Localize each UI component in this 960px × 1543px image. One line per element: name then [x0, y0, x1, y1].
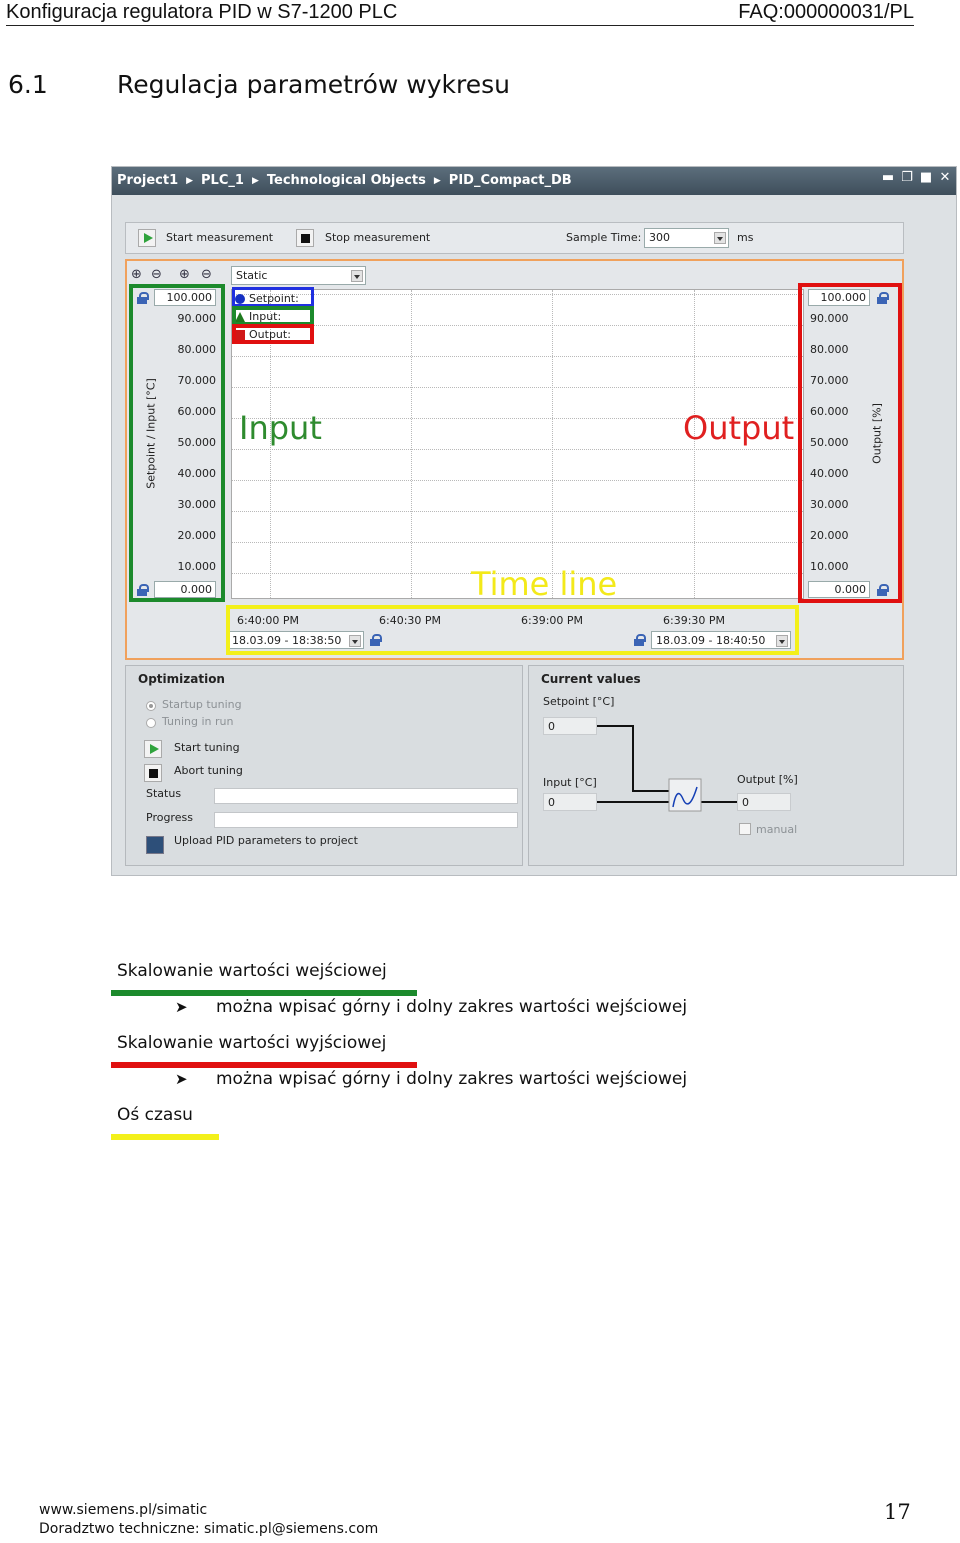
tuning-in-run-label: Tuning in run [162, 715, 234, 728]
left-axis-tick: 30.000 [177, 498, 216, 511]
output-label: Output [%] [737, 773, 798, 786]
start-measurement-button[interactable] [138, 229, 156, 247]
section-number: 6.1 [8, 70, 48, 99]
time-tick: 6:39:00 PM [521, 614, 584, 627]
right-axis-tick: 20.000 [810, 529, 849, 542]
legend-setpoint-label: Setpoint: [249, 292, 299, 305]
right-axis-tick: 70.000 [810, 374, 849, 387]
breadcrumb-technological-objects[interactable]: Technological Objects [266, 173, 426, 188]
maximize-icon[interactable]: ■ [919, 170, 933, 185]
left-axis-label: Setpoint / Input [°C] [144, 378, 158, 489]
time-axis-heading: Oś czasu [117, 1105, 193, 1125]
time-tick: 6:40:30 PM [379, 614, 442, 627]
time-tick: 6:39:30 PM [663, 614, 726, 627]
window-controls [881, 171, 952, 185]
setpoint-label: Setpoint [°C] [543, 695, 615, 708]
right-axis-tick: 90.000 [810, 312, 849, 325]
minimize-icon[interactable]: ▬ [881, 170, 895, 185]
page-number: 17 [884, 1500, 911, 1524]
grid-line [232, 449, 803, 450]
sample-time-label: Sample Time: [566, 231, 642, 244]
input-scale-max-field[interactable]: 100.000 [154, 289, 216, 306]
document-header [6, 0, 914, 26]
input-scaling-note: można wpisać górny i dolny zakres wartości wejściowej [216, 997, 688, 1017]
manual-label: manual [756, 823, 798, 836]
right-axis-tick: 30.000 [810, 498, 849, 511]
right-axis-tick: 80.000 [810, 343, 849, 356]
timeline-highlight-box [226, 605, 799, 655]
time-end-value: 18.03.09 - 18:40:50 [656, 634, 766, 647]
progress-label: Progress [146, 811, 193, 824]
arrow-bullet-icon: ➤ [175, 998, 188, 1016]
restore-icon[interactable]: ❐ [901, 170, 913, 185]
startup-tuning-label: Startup tuning [162, 698, 242, 711]
current-values-title: Current values [541, 672, 641, 686]
input-scale-min-field[interactable]: 0.000 [154, 581, 216, 598]
grid-line [232, 387, 803, 388]
grid-line [232, 542, 803, 543]
breadcrumb-pid-compact-db[interactable]: PID_Compact_DB [448, 173, 572, 188]
section-title: Regulacja parametrów wykresu [117, 70, 511, 99]
breadcrumb-plc[interactable]: PLC_1 [201, 173, 244, 188]
trend-mode-value: Static [236, 269, 268, 282]
output-annotation: Output [683, 409, 795, 447]
left-axis-tick: 80.000 [177, 343, 216, 356]
grid-line [232, 356, 803, 357]
right-axis-tick: 40.000 [810, 467, 849, 480]
status-label: Status [146, 787, 182, 800]
time-tick: 6:40:00 PM [237, 614, 300, 627]
left-axis-tick: 90.000 [177, 312, 216, 325]
left-axis-tick: 70.000 [177, 374, 216, 387]
setpoint-connector [597, 726, 669, 791]
optimization-panel [125, 665, 523, 866]
output-scale-highlight-box [798, 283, 902, 603]
left-axis-tick: 50.000 [177, 436, 216, 449]
sample-time-select[interactable] [644, 228, 729, 248]
editor-titlebar [112, 167, 956, 195]
manual-checkbox[interactable] [739, 823, 751, 835]
sample-time-value: 300 [649, 231, 670, 244]
left-axis-tick: 20.000 [177, 529, 216, 542]
optimization-title: Optimization [138, 672, 225, 686]
grid-line [411, 290, 412, 598]
chevron-right-icon: ▶ [433, 175, 441, 186]
status-field [214, 788, 518, 804]
legend-output-label: Output: [249, 328, 291, 341]
arrow-bullet-icon: ➤ [175, 1070, 188, 1088]
trend-view [125, 259, 904, 660]
time-start-value: 18.03.09 - 18:38:50 [232, 634, 342, 647]
input-scaling-heading: Skalowanie wartości wejściowej [117, 961, 387, 981]
chevron-down-icon[interactable] [714, 232, 726, 244]
red-underline [111, 1062, 417, 1068]
progress-field [214, 812, 518, 828]
abort-tuning-button[interactable] [144, 764, 162, 782]
chevron-right-icon: ▶ [251, 175, 259, 186]
document-faq-id: FAQ:000000031/PL [738, 1, 914, 23]
right-axis-tick: 50.000 [810, 436, 849, 449]
tuning-in-run-radio[interactable] [146, 718, 156, 728]
stop-measurement-button[interactable] [296, 229, 314, 247]
zoom-out-icon[interactable]: ⊖ [201, 267, 212, 282]
current-values-panel [528, 665, 904, 866]
input-label: Input [°C] [543, 776, 597, 789]
grid-line [232, 294, 803, 295]
output-legend-highlight-box [232, 324, 314, 344]
zoom-out-horizontal-icon[interactable]: ⊖ [151, 267, 162, 282]
output-value: 0 [737, 793, 791, 811]
trend-mode-select[interactable] [231, 266, 366, 285]
legend-input-label: Input: [249, 310, 282, 323]
sample-time-unit: ms [737, 231, 754, 244]
output-scale-max-field[interactable]: 100.000 [808, 289, 870, 306]
right-axis-tick: 60.000 [810, 405, 849, 418]
grid-line [552, 290, 553, 598]
zoom-in-horizontal-icon[interactable]: ⊕ [131, 267, 142, 282]
zoom-in-icon[interactable]: ⊕ [179, 267, 190, 282]
pid-commissioning-screenshot [111, 166, 957, 876]
chevron-right-icon: ▶ [186, 175, 194, 186]
start-tuning-button[interactable] [144, 740, 162, 758]
output-scaling-note: można wpisać górny i dolny zakres wartości wejściowej [216, 1069, 688, 1089]
stop-measurement-label[interactable]: Stop measurement [325, 231, 431, 244]
grid-line [232, 325, 803, 326]
upload-parameters-label[interactable]: Upload PID parameters to project [174, 834, 358, 847]
document-title: Konfiguracja regulatora PID w S7-1200 PLC [6, 1, 398, 23]
footer-contact: Doradztwo techniczne: simatic.pl@siemens.com [39, 1521, 379, 1537]
input-scale-highlight-box [129, 284, 225, 602]
right-axis-tick: 10.000 [810, 560, 849, 573]
left-axis-tick: 60.000 [177, 405, 216, 418]
green-underline [111, 990, 417, 996]
start-measurement-label[interactable]: Start measurement [166, 231, 274, 244]
grid-line [232, 511, 803, 512]
startup-tuning-radio[interactable] [146, 701, 156, 711]
footer-url[interactable]: www.siemens.pl/simatic [39, 1502, 208, 1518]
output-scale-min-field[interactable]: 0.000 [808, 581, 870, 598]
input-legend-highlight-box [232, 306, 314, 326]
setpoint-value: 0 [543, 717, 597, 735]
grid-line [232, 480, 803, 481]
close-icon[interactable]: ✕ [939, 170, 951, 185]
breadcrumb-project[interactable]: Project1 [117, 173, 179, 188]
breadcrumb [117, 173, 572, 188]
output-scaling-heading: Skalowanie wartości wyjściowej [117, 1033, 387, 1053]
chevron-down-icon[interactable] [351, 270, 363, 282]
setpoint-highlight-box [232, 287, 314, 307]
left-axis-tick: 40.000 [177, 467, 216, 480]
input-annotation: Input [239, 409, 322, 447]
right-axis-label: Output [%] [870, 403, 884, 464]
start-tuning-label[interactable]: Start tuning [174, 741, 240, 754]
input-value: 0 [543, 793, 597, 811]
yellow-underline [111, 1134, 219, 1140]
abort-tuning-label[interactable]: Abort tuning [174, 764, 243, 777]
timeline-annotation: Time line [471, 565, 618, 603]
upload-icon[interactable] [146, 836, 164, 854]
measurement-toolbar [125, 222, 904, 254]
left-axis-tick: 10.000 [177, 560, 216, 573]
